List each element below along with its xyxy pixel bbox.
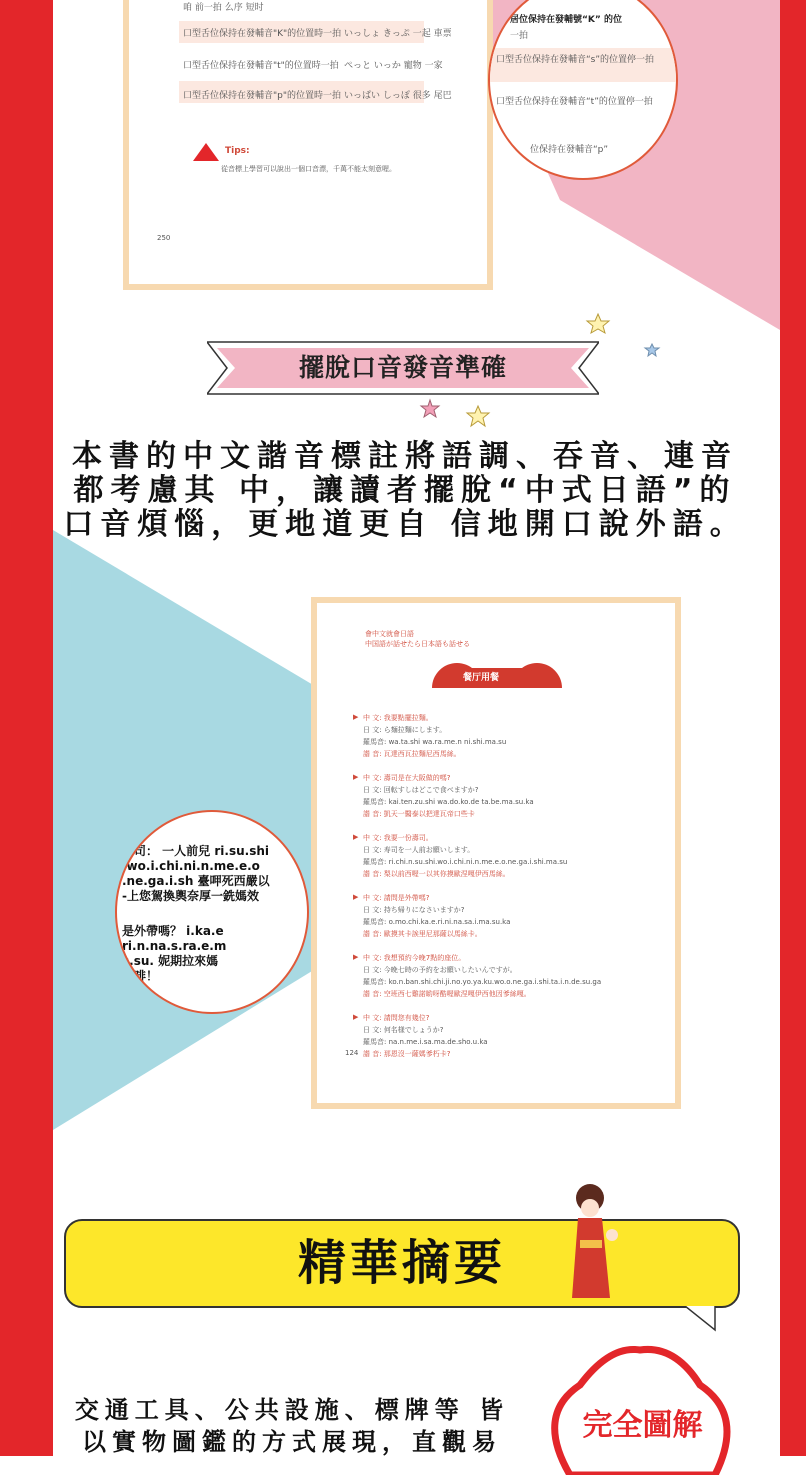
intro-line-2: 都考慮其 中，讓讀者擺脫“中式日語”的 (73, 473, 737, 508)
bottom-paragraph (62, 1394, 522, 1458)
left-frame-border (0, 0, 11, 1456)
bubble1-line-3: 口型舌位保持在發輔音“s”的位置停一拍 (496, 55, 655, 65)
book-page-preview-2 (311, 597, 681, 1109)
phrase-entry-marker: ▶ (353, 713, 359, 721)
phrase-entry-zh: 中 文: 請問是外帶嗎? (363, 894, 430, 902)
tips-label: Tips: (225, 146, 250, 156)
page2-header-2: 中国語が話せたら日本語も話せる (365, 640, 470, 648)
fan-icon (191, 141, 221, 163)
intro-paragraph (60, 440, 750, 542)
bubble1-line-2: 一拍 (510, 31, 529, 41)
ribbon-title: 擺脫口音發音準確 (298, 353, 507, 382)
page1-number: 250 (157, 234, 171, 242)
geisha-illustration (560, 1180, 625, 1305)
page2-number: 124 (345, 1049, 359, 1057)
page1-row-3-example: いっぱい しっぽ 很多 尾巴 (344, 91, 452, 101)
intro-line-3: 口音煩惱，更地道更自 信地開口說外語。 (63, 507, 747, 542)
phrase-entry-roman: 羅馬音: o.mo.chi.ka.e.ri.ni.na.sa.i.ma.su.ka (363, 918, 511, 926)
phrase-entry-jp: 日 文: 何名様でしょうか? (363, 1026, 444, 1034)
phrase-entry-marker: ▶ (353, 773, 359, 781)
bubble2-line-9: 塾啡！ (122, 969, 159, 983)
page1-row-1: 口型舌位保持在發輔音"K"的位置時一拍 (183, 29, 342, 39)
bubble2-line-2: .wo.i.chi.ni.n.me.e.o (122, 859, 260, 873)
phrase-entry-jp: 日 文: 今晩七時の予約をお願いしたいんですが。 (363, 966, 517, 974)
phrase-entry-hint: 諧 音: 瓦達西瓦拉麵尼西馬絲。 (363, 750, 461, 758)
stars-decoration-2 (418, 398, 493, 430)
page1-row-3: 口型舌位保持在發輔音"p"的位置時一拍 (183, 91, 341, 101)
magnify-bubble-2 (115, 810, 309, 1014)
page2-header-1: 會中文就會日語 (365, 630, 414, 638)
phrase-entry-hint: 諧 音: 空班西七雞諾喲呀酷喔歐涅嘎伊西他因爹絲嘎。 (363, 990, 531, 998)
bottom-line-2: 以實物圖鑑的方式展現，直觀易 (82, 1428, 502, 1456)
phrase-entry-zh: 中 文: 請問您有幾位? (363, 1014, 430, 1022)
bubble2-line-7: ri.n.na.s.ra.e.m (122, 939, 227, 953)
tips-text: 從音標上學習可以說出一個口音漂，千萬不能太刻意喔。 (221, 165, 396, 173)
phrase-entry-jp: 日 文: 回転すしはどこで食べますか? (363, 786, 479, 794)
phrase-entry-roman: 羅馬音: wa.ta.shi wa.ra.me.n ni.shi.ma.su (363, 738, 507, 746)
badge-label: 完全圖解 (582, 1408, 703, 1443)
phrase-entry-marker: ▶ (353, 1013, 359, 1021)
bubble2-line-4: -上您駕換輿奈厚一銑媽效 (122, 889, 259, 903)
phrase-entry-zh: 中 文: 我要點擺拉麵。 (363, 714, 433, 722)
phrase-entry-roman: 羅馬音: ri.chi.n.su.shi.wo.i.chi.ni.n.me.e.o.ne.ga.i.shi.ma.su (363, 858, 568, 866)
phrase-entry-hint: 諧 音: 歐摸其卡誒里尼那薩以馬絲卡。 (363, 930, 482, 938)
phrase-entry-hint: 諧 音: 那恩沒一薩媽爹朽卡? (363, 1050, 451, 1058)
phrase-entry-zh: 中 文: 壽司是在大阪做的嗎? (363, 774, 451, 782)
page1-row-1-example: いっしょ きっぷ 一起 車票 (344, 29, 452, 39)
bubble2-line-8: s.su. 妮期拉來媽 (122, 954, 219, 968)
phrase-entry-roman: 羅馬音: na.n.me.i.sa.ma.de.sho.u.ka (363, 1038, 488, 1046)
phrase-entry-marker: ▶ (353, 833, 359, 841)
book-page-preview-1 (123, 0, 493, 290)
phrase-entry-hint: 諧 音: 梨以前西喔一以其你摸歐涅嘎伊西馬絲。 (363, 870, 510, 878)
phrase-entry-roman: 羅馬音: ko.n.ban.shi.chi.ji.no.yo.ya.ku.wo.o.ne.ga.i.shi.ta.i.n.de.su.ga (363, 978, 602, 986)
phrase-entry-zh: 中 文: 我要一份壽司。 (363, 834, 433, 842)
bottom-line-1: 交通工具、公共設施、標牌等 皆 (74, 1396, 510, 1424)
summary-title: 精華摘要 (297, 1235, 506, 1291)
phrase-entry-marker: ▶ (353, 893, 359, 901)
left-inner-border (11, 0, 53, 1456)
bubble2-line-3: .ne.ga.i.sh 臺呷死西嚴以 (122, 874, 270, 888)
intro-line-1: 本書的中文諧音標註將語調、吞音、連音 (72, 439, 738, 474)
phrase-entry-jp: 日 文: ら麺拉麵にします。 (363, 726, 447, 734)
page1-row-2-example: ぺっと いっか 寵物 一家 (344, 61, 443, 71)
phrase-entry-marker: ▶ (353, 953, 359, 961)
phrase-entry-hint: 諧 音: 凱天一醫泰以把達瓦帝口些卡 (363, 810, 475, 818)
phrase-entry-zh: 中 文: 我想預約今晚7點的座位。 (363, 954, 466, 962)
phrase-entry-jp: 日 文: 寿司を一人前お願いします。 (363, 846, 475, 854)
phrase-entry-roman: 羅馬音: kai.ten.zu.shi wa.do.ko.de ta.be.ma.su.ka (363, 798, 534, 806)
bubble1-line-5: 位保持在發輔音“p” (530, 145, 609, 155)
right-frame-border (780, 0, 806, 1456)
bubble1-line-1: 居位保持在發輔號“K” 的位 (510, 15, 622, 25)
bubble1-line-4: 口型舌位保持在發輔音“t”的位置停一拍 (496, 97, 653, 107)
page1-row-top: 咱 前一拍 么序 短时 (183, 3, 264, 13)
bubble2-line-6: 是外帶嗎？ i.ka.e (122, 924, 224, 938)
bubble2-line-1: 壽司： 一人前兒 ri.su.shi (122, 844, 269, 858)
dining-banner-text: 餐厅用餐 (463, 673, 500, 683)
page1-row-2: 口型舌位保持在發輔音"t"的位置時一拍 (183, 61, 339, 71)
phrase-entry-jp: 日 文: 持ち帰りになさいますか? (363, 906, 465, 914)
